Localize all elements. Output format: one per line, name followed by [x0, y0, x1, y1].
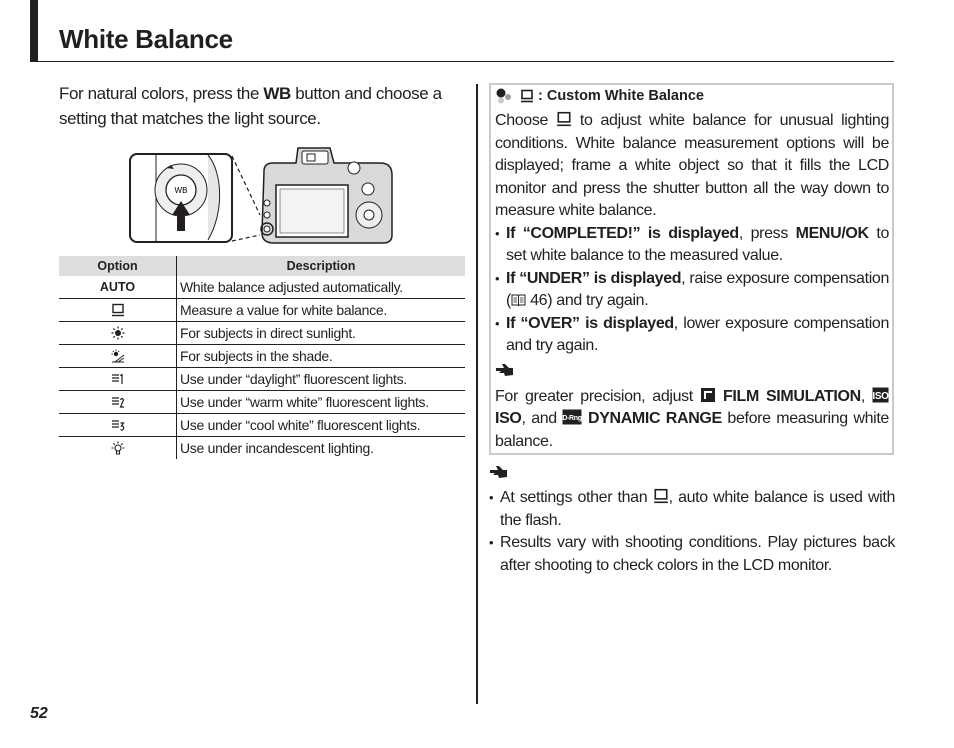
bullet-text: , press [738, 224, 796, 242]
option-description: White balance adjusted automatically. [177, 276, 466, 299]
note-text: At settings other than [500, 489, 653, 506]
option-description: Measure a value for white balance. [177, 299, 466, 322]
option-auto: AUTO [59, 276, 177, 299]
option-description: For subjects in the shade. [177, 345, 466, 368]
custom-wb-icon [111, 303, 125, 317]
description-column-header: Description [177, 256, 466, 276]
iso-label: ISO [495, 410, 522, 427]
list-item [489, 532, 895, 577]
result-bullets [495, 223, 889, 358]
custom-wb-icon [556, 111, 572, 127]
notes-list [489, 487, 895, 577]
completed-label: If “COMPLETED!” is displayed [506, 224, 739, 242]
option-description: Use under “cool white” fluorescent lights. [177, 414, 466, 437]
incandescent-icon [111, 441, 125, 455]
table-row [59, 414, 465, 437]
shade-icon [111, 349, 125, 363]
option-description: For subjects in direct sunlight. [177, 322, 466, 345]
dynamic-range-label: DYNAMIC RANGE [588, 410, 722, 427]
svg-text:D-Rng: D-Rng [562, 415, 583, 422]
tip-text-end: before measuring white balance. [495, 410, 889, 450]
intro-text: For natural colors, press the [59, 84, 264, 103]
bullet-text: , raise exposure compensation ( [506, 269, 889, 309]
wb-button-label: WB [263, 84, 291, 103]
option-description: Use under “daylight” fluorescent lights. [177, 368, 466, 391]
custom-wb-icon [520, 89, 534, 103]
tip-bubbles-icon [496, 88, 516, 104]
white-balance-options-table [59, 256, 465, 459]
film-simulation-label: FILM SIMULATION [723, 387, 861, 405]
fluorescent-2-icon [111, 395, 125, 409]
camera-back [261, 148, 392, 243]
fluorescent-3-icon [111, 418, 125, 432]
notes-section [489, 487, 895, 577]
list-item [495, 268, 889, 313]
bullet-text: to set white balance to the measured value. [506, 224, 889, 264]
camera-illustration [128, 143, 394, 248]
iso-icon [872, 387, 889, 403]
table-header-row [59, 256, 465, 276]
tip-text: , and [521, 410, 563, 427]
tip-text: For greater precision, adjust [495, 387, 700, 405]
note-text: Results vary with shooting conditions. Play pictures back after shooting to check colors in the LCD monitor. [500, 534, 895, 574]
fluorescent-1-icon [111, 372, 125, 386]
dynamic-range-icon [562, 409, 582, 425]
pointing-hand-icon [495, 358, 889, 386]
note-text-cont: , auto white balance is used with the flash. [500, 489, 895, 529]
intro-paragraph [59, 81, 469, 131]
custom-wb-body [495, 110, 889, 453]
custom-wb-text: Choose [495, 112, 556, 129]
option-column-header: Option [59, 256, 177, 276]
page-number: 52 [30, 705, 48, 722]
film-simulation-icon [700, 387, 716, 403]
pointing-hand-icon [489, 464, 509, 485]
table-row [59, 368, 465, 391]
list-item [489, 487, 895, 532]
over-label: If “OVER” is displayed [506, 314, 674, 332]
menu-ok-label: MENU/OK [795, 224, 869, 242]
option-description: Use under “warm white” fluorescent lights. [177, 391, 466, 414]
under-label: If “UNDER” is displayed [506, 269, 682, 287]
column-divider [476, 84, 478, 704]
table-row [59, 391, 465, 414]
wb-button-text: WB [174, 186, 188, 195]
custom-wb-heading-text: : Custom White Balance [538, 88, 704, 104]
custom-wb-intro [495, 110, 889, 223]
book-icon [511, 293, 526, 307]
table-row [59, 437, 465, 460]
bullet-text: , lower exposure compensation and try again. [506, 314, 889, 354]
custom-wb-heading [496, 88, 704, 104]
table-row [59, 322, 465, 345]
table-row [59, 276, 465, 299]
page-ref: 46 [530, 292, 548, 309]
sun-icon [111, 326, 125, 340]
table-row [59, 299, 465, 322]
list-item [495, 223, 889, 268]
bullet-text: ) and try again. [547, 292, 649, 309]
precision-tip: For greater precision, adjust FILM SIMULATION, ISO ISO, and D-Rng DYNAMIC RANGE before measuring white balance. [495, 387, 889, 450]
intro-text-end: button and choose a setting that matches the light source. [59, 84, 442, 128]
table-row [59, 345, 465, 368]
option-description: Use under incandescent lighting. [177, 437, 466, 460]
svg-text:ISO: ISO [872, 390, 889, 402]
wb-button-closeup [130, 154, 232, 242]
custom-wb-text-cont: to adjust white balance for unusual lighting conditions. White balance measurement options will be displayed; frame a white object so that it fills the LCD monitor and press the shutter button all the way down to measure white balance. [495, 112, 889, 219]
list-item [495, 313, 889, 358]
page-title: White Balance [59, 24, 233, 54]
custom-wb-icon [653, 488, 669, 504]
